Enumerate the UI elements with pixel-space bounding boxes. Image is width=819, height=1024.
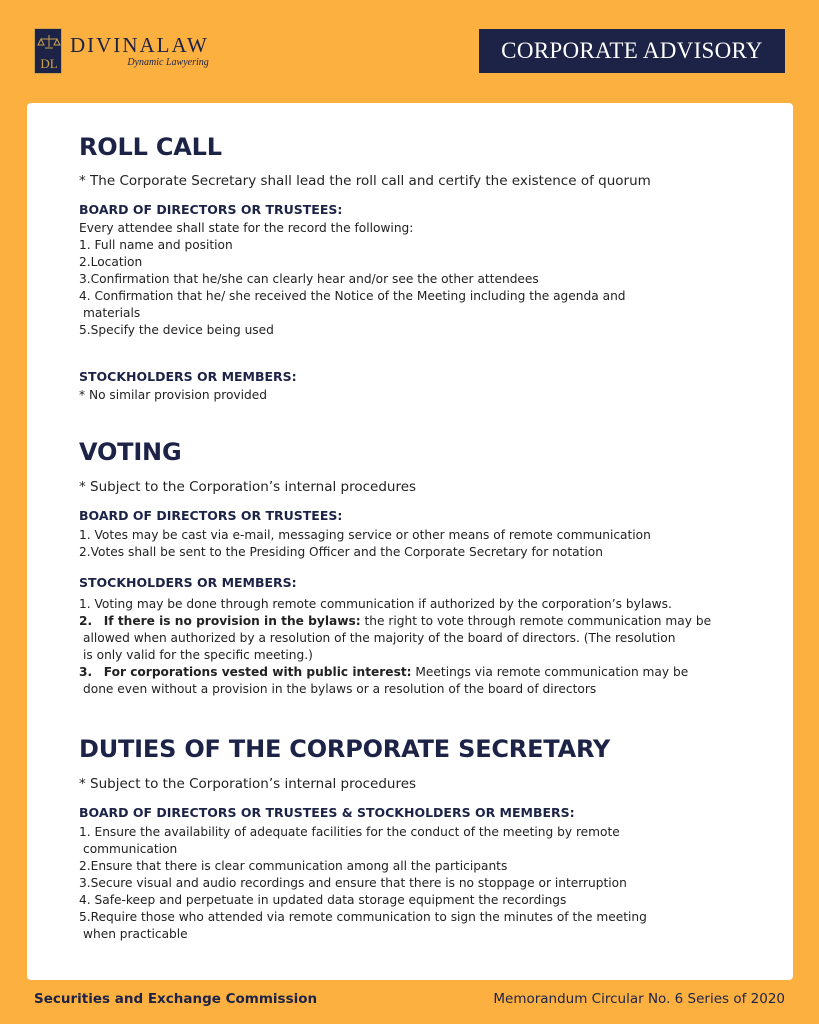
- voting-stock-list: [79, 596, 769, 698]
- logo-tagline: Dynamic Lawyering: [127, 56, 209, 68]
- roll-call-note: * The Corporate Secretary shall lead the roll call and certify the existence of quorum: [79, 173, 651, 189]
- footer-reference: Memorandum Circular No. 6 Series of 2020: [493, 991, 785, 1007]
- list-item: 4. Confirmation that he/ she received the Notice of the Meeting including the agenda and: [79, 289, 626, 303]
- voting-note: * Subject to the Corporation’s internal procedures: [79, 479, 417, 495]
- duties-list: [79, 824, 769, 943]
- list-item: 1. Votes may be cast via e-mail, messaging service or other means of remote communication: [79, 528, 651, 542]
- roll-call-intro: Every attendee shall state for the record the following:: [79, 221, 414, 235]
- roll-call-stock-heading: STOCKHOLDERS OR MEMBERS:: [79, 369, 297, 384]
- list-item: 5.Require those who attended via remote communication to sign the minutes of the meeting: [79, 910, 647, 924]
- list-item: 3.Secure visual and audio recordings and ensure that there is no stoppage or interruption: [79, 876, 627, 890]
- list-item: 5.Specify the device being used: [79, 323, 274, 337]
- list-item: materials: [83, 306, 141, 320]
- list-item: * No similar provision provided: [79, 388, 267, 402]
- duties-heading: BOARD OF DIRECTORS OR TRUSTEES & STOCKHOLDERS OR MEMBERS:: [79, 805, 575, 820]
- list-item: 3.Confirmation that he/she can clearly hear and/or see the other attendees: [79, 272, 539, 286]
- divinalaw-logo: [34, 27, 209, 75]
- list-item: 3. For corporations vested with public interest: Meetings via remote communication may be: [79, 665, 689, 679]
- content-card: [27, 103, 793, 980]
- roll-call-stock-text: [79, 387, 769, 404]
- voting-board-list: [79, 527, 769, 561]
- list-item: is only valid for the specific meeting.): [83, 648, 313, 662]
- voting-title: VOTING: [79, 438, 182, 466]
- list-item: 2.Ensure that there is clear communication among all the participants: [79, 859, 508, 873]
- roll-call-board-list: [79, 220, 769, 339]
- duties-title: DUTIES OF THE CORPORATE SECRETARY: [79, 735, 611, 763]
- list-item: 2.Location: [79, 255, 143, 269]
- logo-emblem-icon: [34, 28, 62, 74]
- list-item: allowed when authorized by a resolution of the majority of the board of directors. (The resolution: [83, 631, 676, 645]
- list-item: 4. Safe-keep and perpetuate in updated data storage equipment the recordings: [79, 893, 567, 907]
- footer-source: Securities and Exchange Commission: [34, 991, 318, 1007]
- logo-name: DIVINALAW: [70, 32, 209, 57]
- svg-text:DL: DL: [40, 56, 58, 71]
- list-item: 1. Ensure the availability of adequate facilities for the conduct of the meeting by remote: [79, 825, 620, 839]
- list-item: when practicable: [83, 927, 188, 941]
- roll-call-board-heading: BOARD OF DIRECTORS OR TRUSTEES:: [79, 202, 343, 217]
- corporate-advisory-badge: CORPORATE ADVISORY: [479, 29, 785, 73]
- list-item: 2.Votes shall be sent to the Presiding Officer and the Corporate Secretary for notation: [79, 545, 603, 559]
- list-item: 2. If there is no provision in the bylaws: the right to vote through remote communication may be: [79, 614, 712, 628]
- list-item: 1. Voting may be done through remote communication if authorized by the corporation’s bylaws.: [79, 597, 672, 611]
- voting-stock-heading: STOCKHOLDERS OR MEMBERS:: [79, 575, 297, 590]
- roll-call-title: ROLL CALL: [79, 133, 222, 161]
- list-item: communication: [83, 842, 178, 856]
- voting-board-heading: BOARD OF DIRECTORS OR TRUSTEES:: [79, 508, 343, 523]
- duties-note: * Subject to the Corporation’s internal procedures: [79, 776, 417, 792]
- list-item: 1. Full name and position: [79, 238, 233, 252]
- list-item: done even without a provision in the bylaws or a resolution of the board of directors: [83, 682, 597, 696]
